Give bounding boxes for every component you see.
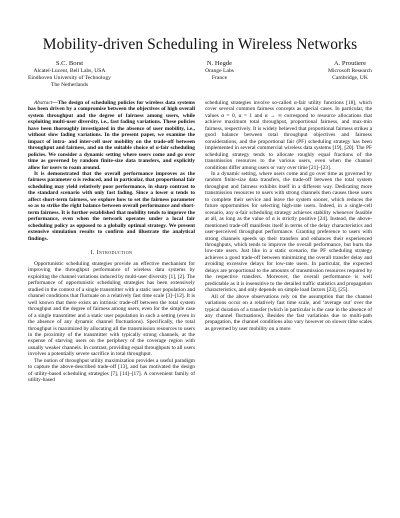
body-paragraph: In a dynamic setting, where users come and go over time as governed by random finite-size data transfers, the trade-off between the total system throughput and fairness exhibits itself in a different way. Dedicating more transmission resources to users with strong channels then causes these users to complete their service and leave the system sooner, which reduces the future opportunities for selecting high-rate users. Indeed, in a single-cell scenario, any α-fair scheduling strategy achieves stability whenever feasible at all, as long as the value of α is strictly positive [24]. Instead, the above-mentioned trade-off manifests itself in terms of the delay characteristics and user-perceived throughput performance. Granting preference to users with strong channels speeds up their transfers and enhances their experienced throughputs, which tends to improve the overall performance, but hurts the low-rate users. Just like in a static scenario, the PF scheduling strategy achieves a good trade-off between minimizing the overall transfer delay and avoiding excessive delays for low-rate users. In particular, the expected delays are proportional to the amounts of transmission resources required by the respective transfers. Moreover, the overall performance is well predictable as it is insensitive to the detailed traffic statistics and propagation characteristics, and only depends on simple load factors [23], [25]. (205, 170, 372, 294)
author-borst (28, 60, 111, 90)
two-column-body (28, 100, 372, 384)
author-affiliation: Eindhoven University of Technology (28, 75, 111, 82)
left-column (28, 100, 195, 384)
abstract-paragraph: It is demonstrated that the overall performance improves as the fairness parameter α is reduced, and in particular, that proportional fair scheduling may yield relatively poor performance, in sharp contrast to the standard scenario with only fast fading. Since a lower α tends to affect short-term fairness, we explore how to set the fairness parameter so as to strike the right balance between overall performance and short-term fairness. It is further established that mobility tends to improve the performance, even when the network operates under a local fair scheduling policy as opposed to a globally optimal strategy. We present extensive simulation results to confirm and illustrate the analytical findings. (28, 170, 195, 242)
author-name: N. Hegde (206, 60, 233, 67)
author-affiliation: France (211, 75, 228, 82)
abstract (28, 100, 195, 242)
abstract-label: Abstract (34, 100, 53, 106)
right-column (205, 100, 372, 384)
author-affiliation: Cambridge, UK (332, 75, 368, 82)
author-hegde (205, 60, 234, 90)
author-name: S.C. Borst (55, 60, 84, 67)
author-affiliation: Orange Labs (205, 68, 234, 74)
author-affiliation: Alcatel-Lucent, Bell Labs, USA (33, 68, 106, 74)
abstract-paragraph (28, 100, 195, 171)
section-heading: I. Introduction (90, 249, 133, 256)
body-paragraph: Opportunistic scheduling strategies provide an effective mechanism for improving the throughput performance of wireless data systems by exploiting the channel variations induced by multi-user diversity [1], [2]. The performance of opportunistic scheduling strategies has been extensively studied in the context of a single transmitter with a static user population and channel conditions that fluctuate on a relatively fast time scale [3]–[12]. It is well known that there exists an intrinsic trade-off between the total system throughput and the degree of fairness among users, even for the simple case of a single transmitter and a static user population in such a setting (even in the absence of any dynamic channel fluctuations). Specifically, the total throughput is maximized by allocating all the transmission resources to users in the proximity of the transmitter with typically strong channels, at the expense of starving users on the periphery of the coverage region with usually weaker channels. In contrast, providing equal throughputs to all users involves a potentially severe sacrifice in total throughput. (28, 260, 195, 358)
body-paragraph: The notion of throughput utility maximization provides a useful paradigm to capture the above-described trade-off [13], and has motivated the design of utility-based scheduling strategies [7], [14]–[17]. A convenient family of utility-based (28, 357, 195, 384)
author-name: A. Proutiere (333, 60, 367, 67)
author-block (28, 60, 372, 90)
introduction-text (28, 261, 195, 384)
body-paragraph: All of the above observations rely on the assumption that the channel variations occur on a relatively fast time scale, and ‘average out’ over the typical duration of a transfer (which in particular is the case in the absence of any channel fluctuations). Besides the fast variations due to multi-path propagation, the channel conditions also vary however on slower time scales as governed by user mobility on a more (205, 293, 372, 332)
author-affiliation: Microsoft Research (328, 68, 372, 74)
paper-title: Mobility-driven Scheduling in Wireless Networks (42, 36, 358, 53)
author-affiliation: The Netherlands (50, 82, 89, 89)
abstract-text: —The design of scheduling policies for wireless data systems has been driven by a compromise between the objectives of high overall system throughput and the degree of fairness among users, while exploiting multi-user diversity, i.e., fast fading variations. These policies have been thoroughly investigated in the absence of user mobility, i.e., without slow fading variations. In the present paper, we examine the impact of intra- and inter-cell user mobility on the trade-off between throughput and fairness, and on the suitable choice of α-fair scheduling policies. We consider a dynamic setting where users come and go over time as governed by random finite-size data transfers, and explicitly allow for users to roam around. (28, 100, 195, 171)
author-proutiere (328, 60, 372, 90)
body-paragraph: scheduling strategies involve so-called α-fair utility functions [18], which cover several common fairness concepts as special cases. In particular, the values α = 0, α = 1 and α → ∞ correspond to resource allocations that achieve maximum total throughput, proportional fairness, and max-min fairness, respectively. It is widely believed that proportional fairness strikes a good balance between total throughput objectives and fairness considerations, and the proportional fair (PF) scheduling strategy has been implemented in several commercial wireless data systems [19], [20]. The PF scheduling strategy tends to allocate roughly equal fractions of the transmission resources to the various users, even when the channel conditions differ among users or vary over time [21]–[23]. (205, 100, 372, 171)
